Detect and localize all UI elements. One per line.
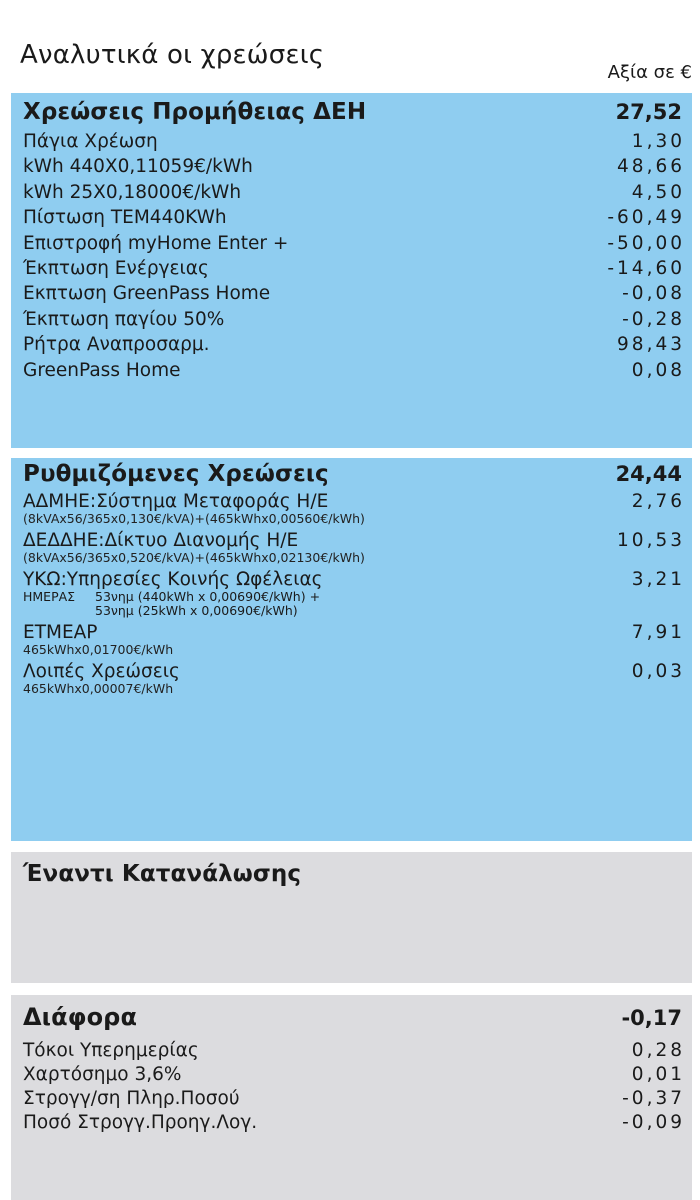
charge-label: Χαρτόσημο 3,6% [23,1064,182,1085]
charge-amount: -0,08 [622,283,685,305]
regulated-charges-title: Ρυθμιζόμενες Χρεώσεις [23,461,329,487]
supply-charges-total: 27,52 [615,100,682,124]
regulated-item-row [23,622,685,643]
regulated-charges-header [23,461,682,487]
charge-amount: 0,28 [631,1040,685,1061]
supply-charges-section [11,93,692,448]
regulated-item-label: ΑΔΜΗΕ:Σύστημα Μεταφοράς Η/Ε [23,491,329,512]
charge-line-tem-credit [23,205,685,230]
regulated-item-label: ΔΕΔΔΗΕ:Δίκτυο Διανομής Η/Ε [23,530,299,551]
regulated-item-row [23,661,685,682]
misc-total: -0,17 [621,1006,682,1030]
charge-label: kWh 440X0,11059€/kWh [23,156,253,178]
regulated-item-detail: 465kWhx0,01700€/kWh [23,642,174,657]
charge-label: Εκπτωση GreenPass Home [23,283,271,305]
charge-label: Έκπτωση Ενέργειας [23,258,209,280]
regulated-item-label: ΥΚΩ:Υπηρεσίες Κοινής Ωφέλειας [23,569,323,590]
consumption-header [23,861,682,887]
charge-line-fixed [23,129,685,154]
page-title: Αναλυτικά οι χρεώσεις [20,40,325,70]
charge-label: Ρήτρα Αναπροσαρμ. [23,334,210,356]
charge-label: Τόκοι Υπερημερίας [23,1040,199,1061]
regulated-item-etmear [23,622,685,657]
charge-amount: 48,66 [617,156,685,178]
detail-line: 53νημ (440kWh x 0,00690€/kWh) + [95,589,321,604]
charge-amount: 0,08 [631,359,685,381]
charge-amount: 0,01 [631,1064,685,1085]
supply-charges-title: Χρεώσεις Προμήθειας ΔΕΗ [23,99,367,125]
charge-label: Πάγια Χρέωση [23,131,158,152]
charge-amount: -0,37 [622,1088,685,1109]
misc-line-prev-rounding [23,1111,685,1135]
charge-amount: 98,43 [617,334,685,356]
regulated-item-detail: 465kWhx0,00007€/kWh [23,681,174,696]
regulated-item-row [23,569,685,590]
regulated-item-label: ΕΤΜΕΑΡ [23,622,98,643]
regulated-item-row [23,491,685,512]
charge-line-greenpass [23,358,685,383]
regulated-item-detail [23,590,682,618]
regulated-charges-total: 24,44 [615,462,682,486]
regulated-item-detail: (8kVAx56/365x0,520€/kVA)+(465kWhx0,02130€/kWh) [23,550,365,565]
charge-line-myhome-refund [23,231,685,256]
charge-label: Έκπτωση παγίου 50% [23,308,225,330]
regulated-item-amount: 3,21 [631,569,685,590]
charge-line-fixed-discount [23,307,685,332]
currency-note: Αξία σε € [607,62,692,83]
charge-amount: -0,28 [622,308,685,330]
misc-line-stamp-duty [23,1063,685,1087]
consumption-section [11,852,692,983]
consumption-title: Έναντι Κατανάλωσης [23,861,302,887]
regulated-item-amount: 2,76 [631,491,685,512]
charge-label: Ποσό Στρογγ.Προηγ.Λογ. [23,1112,258,1133]
regulated-item-deddie [23,530,685,565]
regulated-item-other [23,661,685,696]
misc-header [23,1003,682,1031]
supply-charges-header [23,99,682,125]
charge-amount: 4,50 [631,181,685,203]
regulated-item-yko [23,569,685,618]
charge-label: GreenPass Home [23,359,181,381]
charge-label: Στρογγ/ση Πληρ.Ποσού [23,1088,240,1109]
charge-line-kwh-25 [23,180,685,205]
detail-lines [95,590,320,618]
regulated-item-amount: 7,91 [631,622,685,643]
regulated-charges-section [11,458,692,841]
charge-label: Πίστωση ΤΕΜ440KWh [23,207,227,229]
misc-title: Διάφορα [23,1003,138,1031]
regulated-item-detail: (8kVAx56/365x0,130€/kVA)+(465kWhx0,00560€/kWh) [23,511,365,526]
charge-line-adjustment-clause [23,332,685,357]
charge-amount: -50,00 [607,232,685,254]
charge-amount: -0,09 [622,1112,685,1133]
misc-line-late-interest [23,1039,685,1063]
regulated-item-amount: 0,03 [631,661,685,682]
detail-prefix: ΗΜΕΡΑΣ [23,589,76,604]
charge-line-greenpass-discount [23,281,685,306]
charge-amount: 1,30 [631,131,685,152]
charge-line-energy-discount [23,256,685,281]
regulated-item-amount: 10,53 [617,530,685,551]
charge-amount: -60,49 [607,207,685,229]
charge-label: kWh 25X0,18000€/kWh [23,181,242,203]
detail-line: 53νημ (25kWh x 0,00690€/kWh) [95,603,298,618]
regulated-item-label: Λοιπές Χρεώσεις [23,661,180,682]
charge-line-kwh-440 [23,154,685,179]
regulated-item-admie [23,491,685,526]
misc-line-rounding [23,1087,685,1111]
charge-label: Επιστροφή myHome Enter + [23,232,289,254]
charge-amount: -14,60 [607,258,685,280]
regulated-item-row [23,530,685,551]
misc-section [11,995,692,1200]
